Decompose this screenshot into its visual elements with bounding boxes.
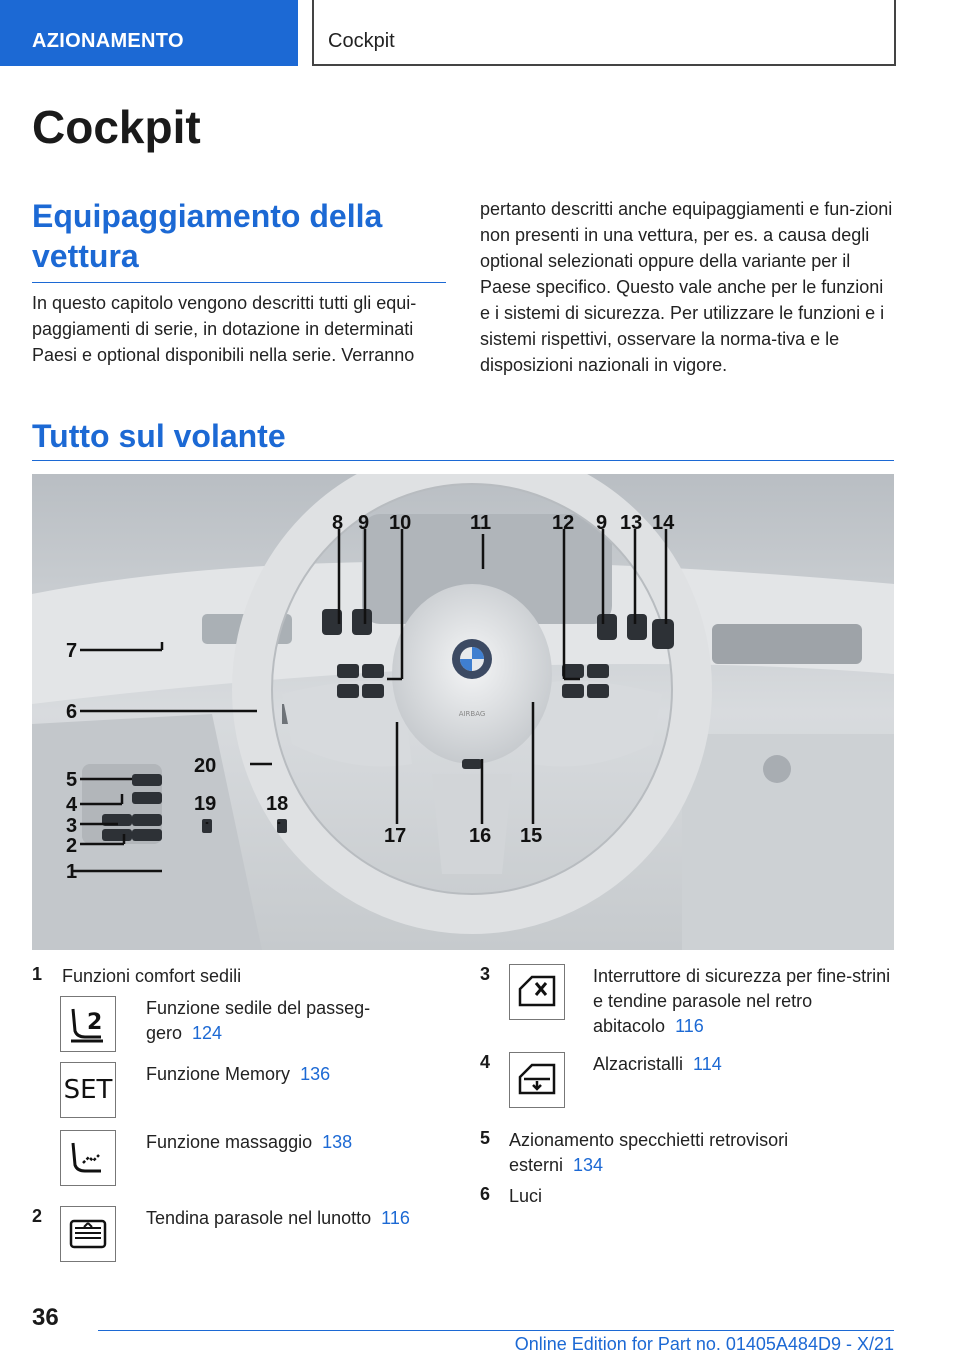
callout-4: 4 [66, 794, 78, 816]
svg-text:2: 2 [87, 1010, 103, 1035]
legend-label-6: Luci [509, 1186, 543, 1206]
legend-label-1a: Funzione sedile del passeg-gero 124 [146, 998, 371, 1043]
page-ref-link[interactable]: 116 [381, 1208, 410, 1228]
callout-6: 6 [66, 701, 78, 723]
callout-19: 19 [194, 793, 217, 815]
page-ref-link[interactable]: 138 [322, 1132, 353, 1152]
callout-15: 15 [520, 825, 543, 847]
page-ref-link[interactable]: 114 [693, 1054, 722, 1074]
callout-10: 10 [389, 512, 412, 534]
section-tab[interactable]: AZIONAMENTO [0, 0, 298, 66]
legend-label-1b: Funzione Memory 136 [146, 1064, 331, 1084]
callout-7: 7 [66, 640, 78, 662]
page-header [0, 0, 960, 66]
footer-divider [98, 1330, 894, 1331]
legend-num-2: 2 [32, 1206, 43, 1226]
intro-text-left: In questo capitolo vengono descritti tutti gli equi-paggiamenti di serie, in dotazione in determinati Paesi e optional disponibili nella serie. Verranno [32, 293, 417, 365]
callout-18: 18 [266, 793, 289, 815]
legend-label-3: Interruttore di sicurezza per fine-strini e tendine parasole nel retro abitacolo 116 [593, 966, 891, 1036]
section-title-equipment: Equipaggiamento della vettura [32, 196, 446, 283]
callout-3: 3 [66, 815, 78, 837]
intro-text-right: pertanto descritti anche equipaggiamenti e fun-zioni non presenti in una vettura, per es. a causa degli optional selezionati oppure della variante per il Paese specifico. Questo vale anche per le funzioni e i sistemi di sicurezza. Per utilizzare le funzioni e i sistemi rispettivi, osservare la norma-tiva e le disposizioni nazionali in vigore. [480, 199, 893, 375]
callout-1: 1 [66, 861, 78, 883]
callout-16: 16 [469, 825, 492, 847]
page-ref-link[interactable]: 136 [300, 1064, 331, 1084]
page-ref-link[interactable]: 134 [573, 1155, 604, 1175]
callout-17: 17 [384, 825, 407, 847]
section-title-steering: Tutto sul volante [32, 416, 894, 461]
power-window-icon [509, 1052, 565, 1108]
callout-8: 8 [332, 512, 344, 534]
callout-11: 11 [470, 512, 492, 534]
page-number: 36 [32, 1304, 59, 1331]
rear-sunblind-icon [60, 1206, 116, 1262]
callout-20: 20 [194, 755, 217, 777]
callout-13: 13 [620, 512, 643, 534]
legend-label-1c: Funzione massaggio 138 [146, 1132, 353, 1152]
legend-num-5: 5 [480, 1128, 491, 1148]
legend-label-1: Funzioni comfort sedili [62, 966, 242, 986]
massage-seat-icon [60, 1130, 116, 1186]
legend-label-2: Tendina parasole nel lunotto 116 [146, 1208, 410, 1228]
callout-5: 5 [66, 769, 78, 791]
legend-label-5: Azionamento specchietti retrovisori esterni 134 [509, 1130, 789, 1175]
legend-num-6: 6 [480, 1184, 491, 1204]
callout-12: 12 [552, 512, 575, 534]
callout-9b: 9 [596, 512, 608, 534]
cockpit-illustration [32, 474, 894, 950]
callout-9: 9 [358, 512, 370, 534]
page-title: Cockpit [32, 101, 201, 153]
legend-label-4: Alzacristalli 114 [593, 1054, 722, 1074]
set-icon: SET [60, 1062, 116, 1118]
chapter-tab[interactable]: Cockpit [312, 0, 896, 66]
page-ref-link[interactable]: 124 [192, 1023, 223, 1043]
legend-num-3: 3 [480, 964, 491, 984]
callout-14: 14 [652, 512, 675, 534]
airbag-label: AIRBAG [458, 710, 486, 718]
legend-num-4: 4 [480, 1052, 491, 1072]
footer-edition: Online Edition for Part no. 01405A484D9 - X/21 [514, 1334, 894, 1354]
window-lock-icon [509, 964, 565, 1020]
legend-num-1: 1 [32, 964, 43, 984]
page-ref-link[interactable]: 116 [675, 1016, 704, 1036]
callout-2: 2 [66, 835, 78, 857]
seat-2-icon [60, 996, 116, 1052]
